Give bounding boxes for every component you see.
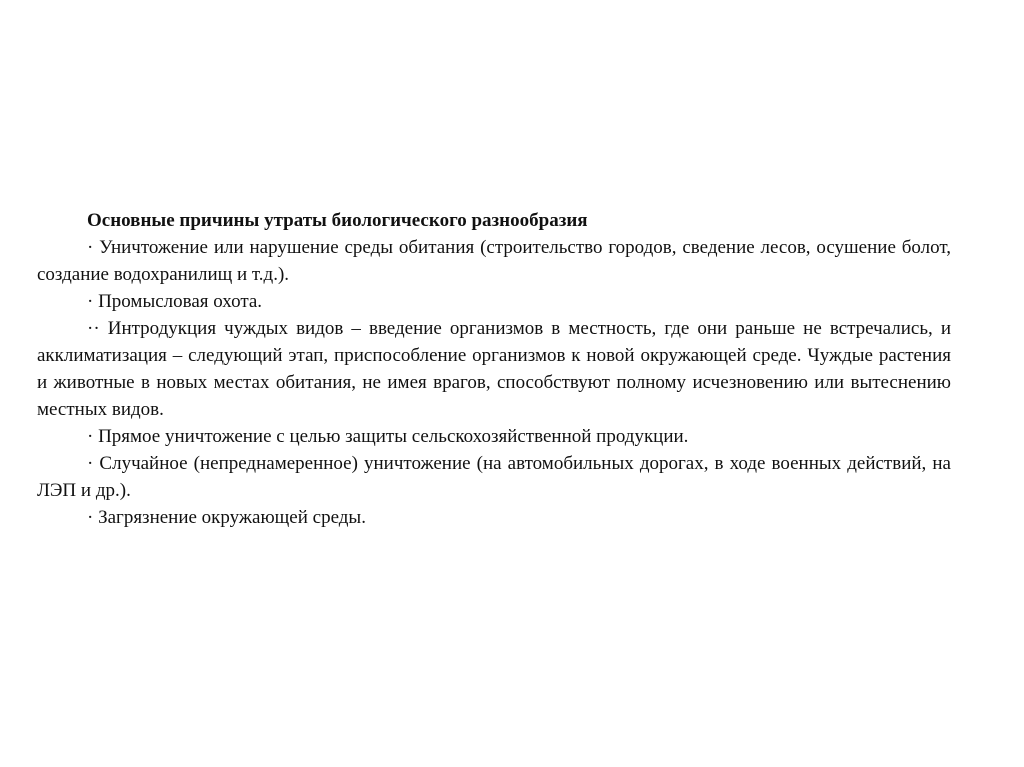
paragraph-pollution: · Загрязнение окружающей среды. bbox=[87, 507, 366, 528]
paragraph-commercial-hunting: · Промысловая охота. bbox=[87, 291, 263, 312]
document-heading: Основные причины утраты биологического разнообразия bbox=[87, 210, 588, 231]
paragraph-alien-species: ·· Интродукция чуждых видов – введение организмов в местность, где они раньше не встречались, и акклиматизация – следующий этап, приспособление организмов к новой окружающей среде. Чуждые растения и животные в новых местах обитания, не имея врагов, способствуют полному исчезновению или вытеснению местных видов. bbox=[37, 318, 951, 420]
text-block bbox=[37, 207, 951, 531]
paragraph-direct-destruction: · Прямое уничтожение с целью защиты сельскохозяйственной продукции. bbox=[87, 426, 689, 447]
paragraph-habitat-destruction: · Уничтожение или нарушение среды обитания (строительство городов, сведение лесов, осушение болот, создание водохранилищ и т.д.). bbox=[37, 237, 951, 285]
paragraph-accidental-destruction: · Случайное (непреднамеренное) уничтожение (на автомобильных дорогах, в ходе военных действий, на ЛЭП и др.). bbox=[37, 453, 951, 501]
